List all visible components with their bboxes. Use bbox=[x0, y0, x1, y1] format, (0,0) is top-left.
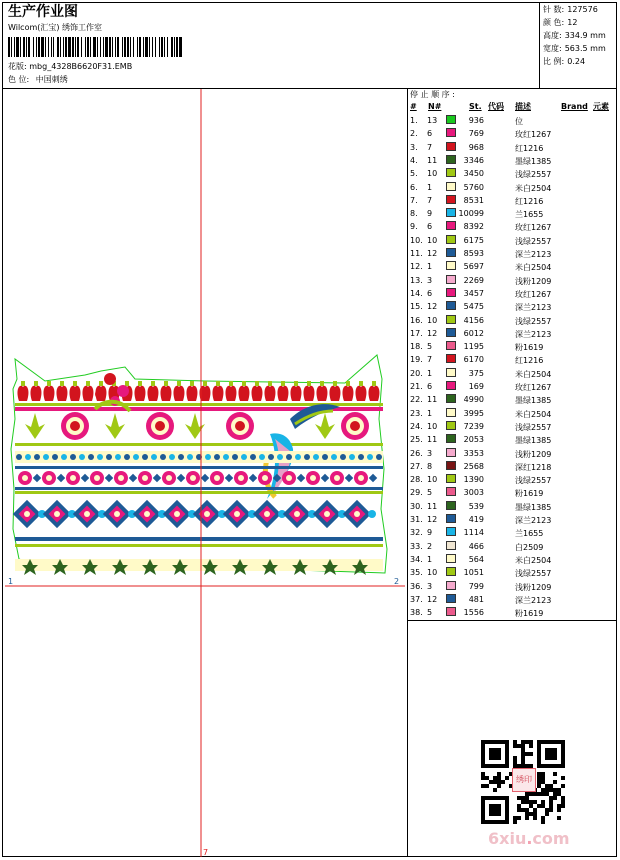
row-description: 墨绿1385 bbox=[515, 396, 552, 406]
row-description: 红1216 bbox=[515, 143, 544, 153]
row-description: 玫红1267 bbox=[515, 223, 552, 233]
color-swatch bbox=[446, 567, 456, 576]
row-needle: 3 bbox=[427, 275, 433, 285]
watermark-tld: com bbox=[532, 829, 570, 848]
row-index: 30. bbox=[410, 501, 423, 511]
row-stitches: 419 bbox=[468, 515, 484, 524]
row-stitches: 1114 bbox=[463, 528, 484, 538]
color-swatch bbox=[446, 594, 456, 603]
color-swatch bbox=[446, 168, 456, 177]
color-label: 色 位: bbox=[8, 75, 30, 84]
row-description: 浅绿2557 bbox=[515, 422, 552, 432]
color-swatch bbox=[446, 182, 456, 191]
row-stitches: 5697 bbox=[463, 262, 484, 272]
stop-row bbox=[408, 553, 608, 566]
barcode bbox=[8, 37, 236, 57]
stop-row bbox=[408, 154, 608, 167]
color-swatch bbox=[446, 448, 456, 457]
row-index: 4. bbox=[410, 155, 418, 165]
page-title: 生产作业图 bbox=[8, 4, 78, 20]
row-index: 31. bbox=[410, 515, 423, 524]
row-needle: 1 bbox=[427, 554, 433, 564]
color-swatch bbox=[446, 381, 456, 390]
stop-row bbox=[408, 127, 608, 140]
color-swatch bbox=[446, 434, 456, 443]
row-description: 玫红1267 bbox=[515, 383, 552, 392]
row-needle: 10 bbox=[427, 315, 438, 325]
color-swatch bbox=[446, 315, 456, 324]
row-index: 33. bbox=[410, 541, 423, 551]
marker-left: 1 bbox=[8, 577, 14, 586]
row-stitches: 3353 bbox=[463, 448, 484, 458]
row-needle: 13 bbox=[427, 116, 438, 125]
row-stitches: 375 bbox=[468, 368, 484, 378]
row-needle: 6 bbox=[427, 129, 433, 139]
row-stitches: 7239 bbox=[463, 421, 484, 431]
row-stitches: 10099 bbox=[458, 209, 484, 219]
row-needle: 5 bbox=[427, 342, 433, 352]
stat-label: 高度: bbox=[543, 31, 562, 40]
stop-row bbox=[408, 181, 608, 194]
stop-row bbox=[408, 340, 608, 353]
medallion-row bbox=[25, 412, 369, 440]
stop-row bbox=[408, 580, 608, 593]
watermark bbox=[488, 831, 570, 847]
stop-row bbox=[408, 287, 608, 300]
row-description: 浅绿2557 bbox=[515, 476, 552, 486]
row-needle: 1 bbox=[427, 182, 433, 192]
stat-value: 334.9 mm bbox=[564, 31, 606, 40]
small-medallion-row bbox=[18, 471, 377, 485]
color-swatch bbox=[446, 554, 456, 563]
row-index: 3. bbox=[410, 142, 418, 152]
stop-row bbox=[408, 327, 608, 340]
row-stitches: 2568 bbox=[463, 461, 484, 471]
row-needle: 11 bbox=[427, 395, 438, 405]
stats-divider bbox=[539, 2, 540, 88]
color-swatch bbox=[446, 421, 456, 430]
row-needle: 10 bbox=[427, 169, 438, 179]
stat-label: 宽度: bbox=[543, 44, 562, 53]
row-stitches: 4990 bbox=[463, 395, 484, 405]
row-index: 9. bbox=[410, 222, 418, 232]
row-needle: 5 bbox=[427, 488, 433, 498]
row-stitches: 3346 bbox=[463, 155, 484, 165]
stop-row bbox=[408, 473, 608, 486]
stop-row bbox=[408, 593, 608, 606]
row-index: 11. bbox=[410, 249, 423, 258]
row-needle: 10 bbox=[427, 568, 438, 578]
color-swatch bbox=[446, 461, 456, 470]
color-swatch bbox=[446, 354, 456, 363]
stat-2 bbox=[543, 32, 606, 40]
row-needle: 3 bbox=[427, 448, 433, 458]
color-swatch bbox=[446, 408, 456, 417]
row-needle: 10 bbox=[427, 421, 438, 431]
stop-row bbox=[408, 540, 608, 553]
row-stitches: 6175 bbox=[463, 235, 484, 245]
row-description: 兰1655 bbox=[515, 529, 544, 539]
row-index: 16. bbox=[410, 315, 423, 325]
row-stitches: 2269 bbox=[463, 275, 484, 285]
stop-row bbox=[408, 353, 608, 366]
row-description: 深兰2123 bbox=[515, 516, 552, 525]
row-index: 18. bbox=[410, 342, 423, 352]
row-needle: 12 bbox=[427, 302, 438, 312]
row-stitches: 1390 bbox=[463, 475, 484, 485]
row-description: 米白2504 bbox=[515, 183, 552, 193]
stop-row bbox=[408, 260, 608, 273]
stop-row bbox=[408, 513, 608, 526]
row-description: 粉1619 bbox=[515, 489, 544, 499]
row-index: 7. bbox=[410, 195, 418, 205]
row-index: 21. bbox=[410, 382, 423, 391]
row-index: 32. bbox=[410, 528, 423, 538]
color-swatch bbox=[446, 501, 456, 510]
stop-row bbox=[408, 460, 608, 473]
row-stitches: 5760 bbox=[463, 182, 484, 192]
row-index: 13. bbox=[410, 275, 423, 285]
color-swatch bbox=[446, 527, 456, 536]
row-stitches: 8531 bbox=[463, 195, 484, 205]
row-description: 深兰2123 bbox=[515, 329, 552, 339]
row-needle: 7 bbox=[427, 142, 433, 152]
color-swatch bbox=[446, 221, 456, 230]
color-position bbox=[8, 76, 68, 84]
row-index: 8. bbox=[410, 209, 418, 219]
stop-row bbox=[408, 274, 608, 287]
row-index: 23. bbox=[410, 408, 423, 418]
row-needle: 12 bbox=[427, 594, 438, 604]
diamond-row bbox=[13, 500, 376, 528]
row-stitches: 539 bbox=[468, 501, 484, 511]
color-swatch bbox=[446, 115, 456, 124]
color-swatch bbox=[446, 328, 456, 337]
row-index: 38. bbox=[410, 608, 423, 618]
row-needle: 1 bbox=[427, 368, 433, 378]
row-index: 29. bbox=[410, 488, 423, 498]
color-swatch bbox=[446, 581, 456, 590]
stop-row bbox=[408, 367, 608, 380]
row-description: 深兰2123 bbox=[515, 250, 552, 259]
row-index: 5. bbox=[410, 169, 418, 179]
color-swatch bbox=[446, 487, 456, 496]
header-needle: N# bbox=[428, 102, 442, 111]
row-stitches: 4156 bbox=[463, 315, 484, 325]
color-swatch bbox=[446, 514, 456, 523]
watermark-main: 6xiu bbox=[488, 829, 527, 848]
row-needle: 9 bbox=[427, 209, 433, 219]
row-index: 34. bbox=[410, 554, 423, 564]
stop-row bbox=[408, 234, 608, 247]
row-description: 兰1655 bbox=[515, 210, 544, 220]
row-description: 米白2504 bbox=[515, 409, 552, 419]
stat-value: 0.24 bbox=[567, 57, 586, 66]
stop-row bbox=[408, 393, 608, 406]
row-description: 墨绿1385 bbox=[515, 156, 552, 166]
pattern-value: mbg_4328B6620F31.EMB bbox=[29, 62, 133, 71]
stop-row bbox=[408, 566, 608, 579]
row-needle: 3 bbox=[427, 581, 433, 591]
row-description: 浅粉1209 bbox=[515, 276, 552, 286]
row-description: 白2509 bbox=[515, 542, 544, 552]
pattern-file bbox=[8, 63, 132, 71]
row-needle: 7 bbox=[427, 195, 433, 205]
row-description: 墨绿1385 bbox=[515, 436, 552, 446]
row-needle: 10 bbox=[427, 235, 438, 245]
embroidery-design-canvas bbox=[5, 89, 405, 857]
color-swatch bbox=[446, 261, 456, 270]
row-index: 12. bbox=[410, 262, 423, 272]
color-swatch bbox=[446, 301, 456, 310]
row-description: 红1216 bbox=[515, 196, 544, 206]
stop-row bbox=[408, 247, 608, 260]
row-stitches: 6170 bbox=[463, 355, 484, 365]
row-stitches: 799 bbox=[468, 581, 484, 591]
row-index: 2. bbox=[410, 129, 418, 139]
stat-value: 12 bbox=[567, 18, 578, 27]
stop-row bbox=[408, 526, 608, 539]
row-stitches: 481 bbox=[468, 594, 484, 604]
row-index: 19. bbox=[410, 355, 423, 365]
row-description: 浅绿2557 bbox=[515, 236, 552, 246]
row-stitches: 3003 bbox=[463, 488, 484, 498]
stop-row bbox=[408, 141, 608, 154]
stop-sequence-title: 停 止 顺 序 : bbox=[410, 90, 455, 99]
row-stitches: 3450 bbox=[463, 169, 484, 179]
row-stitches: 2053 bbox=[463, 435, 484, 445]
stat-4 bbox=[543, 58, 585, 66]
color-swatch bbox=[446, 341, 456, 350]
row-stitches: 8392 bbox=[463, 222, 484, 232]
row-index: 6. bbox=[410, 182, 418, 192]
header-code: 代码 bbox=[488, 102, 504, 111]
row-needle: 6 bbox=[427, 288, 433, 298]
row-index: 37. bbox=[410, 594, 423, 604]
row-needle: 6 bbox=[427, 382, 433, 391]
row-index: 17. bbox=[410, 328, 423, 338]
header-brand: Brand bbox=[561, 102, 588, 111]
color-swatch bbox=[446, 368, 456, 377]
stat-0 bbox=[543, 6, 598, 14]
row-index: 20. bbox=[410, 368, 423, 378]
row-needle: 12 bbox=[427, 249, 438, 258]
row-description: 粉1619 bbox=[515, 343, 544, 353]
row-stitches: 3995 bbox=[463, 408, 484, 418]
row-needle: 8 bbox=[427, 461, 433, 471]
row-index: 36. bbox=[410, 581, 423, 591]
stat-value: 563.5 mm bbox=[564, 44, 606, 53]
row-stitches: 1556 bbox=[463, 608, 484, 618]
row-description: 浅绿2557 bbox=[515, 569, 552, 579]
watermark-dot: . bbox=[526, 829, 533, 848]
stop-row bbox=[408, 114, 608, 127]
row-description: 浅粉1209 bbox=[515, 582, 552, 592]
row-description: 深兰2123 bbox=[515, 303, 552, 313]
row-stitches: 564 bbox=[468, 554, 484, 564]
row-index: 10. bbox=[410, 235, 423, 245]
color-swatch bbox=[446, 541, 456, 550]
marker-bottom: 7 bbox=[203, 848, 209, 857]
row-index: 28. bbox=[410, 475, 423, 485]
color-swatch bbox=[446, 607, 456, 616]
row-description: 浅绿2557 bbox=[515, 170, 552, 180]
row-stitches: 769 bbox=[468, 129, 484, 139]
stop-row bbox=[408, 486, 608, 499]
row-needle: 11 bbox=[427, 155, 438, 165]
row-description: 粉1619 bbox=[515, 609, 544, 619]
color-swatch bbox=[446, 142, 456, 151]
row-description: 浅粉1209 bbox=[515, 449, 552, 459]
row-needle: 12 bbox=[427, 328, 438, 338]
row-stitches: 968 bbox=[468, 142, 484, 152]
row-description: 深红1218 bbox=[515, 462, 552, 472]
row-needle: 5 bbox=[427, 608, 433, 618]
company-name: Wilcom(汇宝) 绣饰工作室 bbox=[8, 23, 103, 32]
row-stitches: 3457 bbox=[463, 288, 484, 298]
row-needle: 1 bbox=[427, 262, 433, 272]
row-stitches: 466 bbox=[468, 541, 484, 551]
row-needle: 10 bbox=[427, 475, 438, 485]
row-stitches: 1195 bbox=[463, 342, 484, 352]
row-description: 米白2504 bbox=[515, 555, 552, 565]
row-description: 位 bbox=[515, 117, 523, 126]
row-description: 玫红1267 bbox=[515, 130, 552, 140]
stop-row bbox=[408, 314, 608, 327]
row-needle: 11 bbox=[427, 501, 438, 511]
color-swatch bbox=[446, 155, 456, 164]
row-description: 墨绿1385 bbox=[515, 502, 552, 512]
stop-row bbox=[408, 606, 608, 619]
row-needle: 2 bbox=[427, 541, 433, 551]
stop-row bbox=[408, 420, 608, 433]
row-index: 24. bbox=[410, 421, 423, 431]
color-swatch bbox=[446, 288, 456, 297]
stop-row bbox=[408, 380, 608, 393]
stat-3 bbox=[543, 45, 606, 53]
row-needle: 1 bbox=[427, 408, 433, 418]
stat-label: 比 例: bbox=[543, 57, 565, 66]
color-swatch bbox=[446, 235, 456, 244]
row-description: 浅绿2557 bbox=[515, 316, 552, 326]
row-index: 15. bbox=[410, 302, 423, 312]
row-stitches: 1051 bbox=[463, 568, 484, 578]
row-description: 玫红1267 bbox=[515, 289, 552, 299]
color-swatch bbox=[446, 474, 456, 483]
header-index: # bbox=[410, 102, 417, 111]
row-index: 14. bbox=[410, 288, 423, 298]
row-index: 22. bbox=[410, 395, 423, 405]
color-swatch bbox=[446, 195, 456, 204]
row-needle: 11 bbox=[427, 435, 438, 445]
list-bottom-divider bbox=[407, 620, 617, 621]
stop-row bbox=[408, 220, 608, 233]
row-index: 26. bbox=[410, 448, 423, 458]
row-stitches: 5475 bbox=[463, 302, 484, 312]
stop-row bbox=[408, 447, 608, 460]
row-needle: 9 bbox=[427, 528, 433, 538]
stop-row bbox=[408, 167, 608, 180]
row-description: 深兰2123 bbox=[515, 595, 552, 605]
qr-seal: 绣印 bbox=[512, 768, 536, 792]
row-stitches: 936 bbox=[468, 116, 484, 125]
row-index: 25. bbox=[410, 435, 423, 445]
row-stitches: 6012 bbox=[463, 328, 484, 338]
stat-value: 127576 bbox=[567, 5, 598, 14]
color-swatch bbox=[446, 248, 456, 257]
row-needle: 12 bbox=[427, 515, 438, 524]
header-element: 元素 bbox=[593, 102, 609, 111]
stop-row bbox=[408, 194, 608, 207]
color-swatch bbox=[446, 275, 456, 284]
row-description: 米白2504 bbox=[515, 369, 552, 379]
row-index: 35. bbox=[410, 568, 423, 578]
color-swatch bbox=[446, 208, 456, 217]
stop-row bbox=[408, 433, 608, 446]
row-needle: 7 bbox=[427, 355, 433, 365]
row-description: 红1216 bbox=[515, 356, 544, 366]
row-stitches: 8593 bbox=[463, 249, 484, 258]
stop-row bbox=[408, 500, 608, 513]
row-stitches: 169 bbox=[468, 382, 484, 391]
stat-1 bbox=[543, 19, 577, 27]
header-stitches: St. bbox=[469, 102, 482, 111]
pattern-label: 花版: bbox=[8, 62, 27, 71]
color-swatch bbox=[446, 128, 456, 137]
stat-label: 针 数: bbox=[543, 5, 565, 14]
color-value: 中国刺绣 bbox=[35, 75, 68, 84]
marker-right: 2 bbox=[394, 577, 400, 586]
bead-band bbox=[16, 454, 382, 460]
row-index: 27. bbox=[410, 461, 423, 471]
color-swatch bbox=[446, 394, 456, 403]
stop-row bbox=[408, 407, 608, 420]
stop-row bbox=[408, 207, 608, 220]
stop-row bbox=[408, 300, 608, 313]
row-needle: 6 bbox=[427, 222, 433, 232]
row-description: 米白2504 bbox=[515, 263, 552, 273]
berry-motifs bbox=[18, 381, 380, 401]
stat-label: 颜 色: bbox=[543, 18, 565, 27]
row-index: 1. bbox=[410, 116, 418, 125]
header-description: 描述 bbox=[515, 102, 531, 111]
